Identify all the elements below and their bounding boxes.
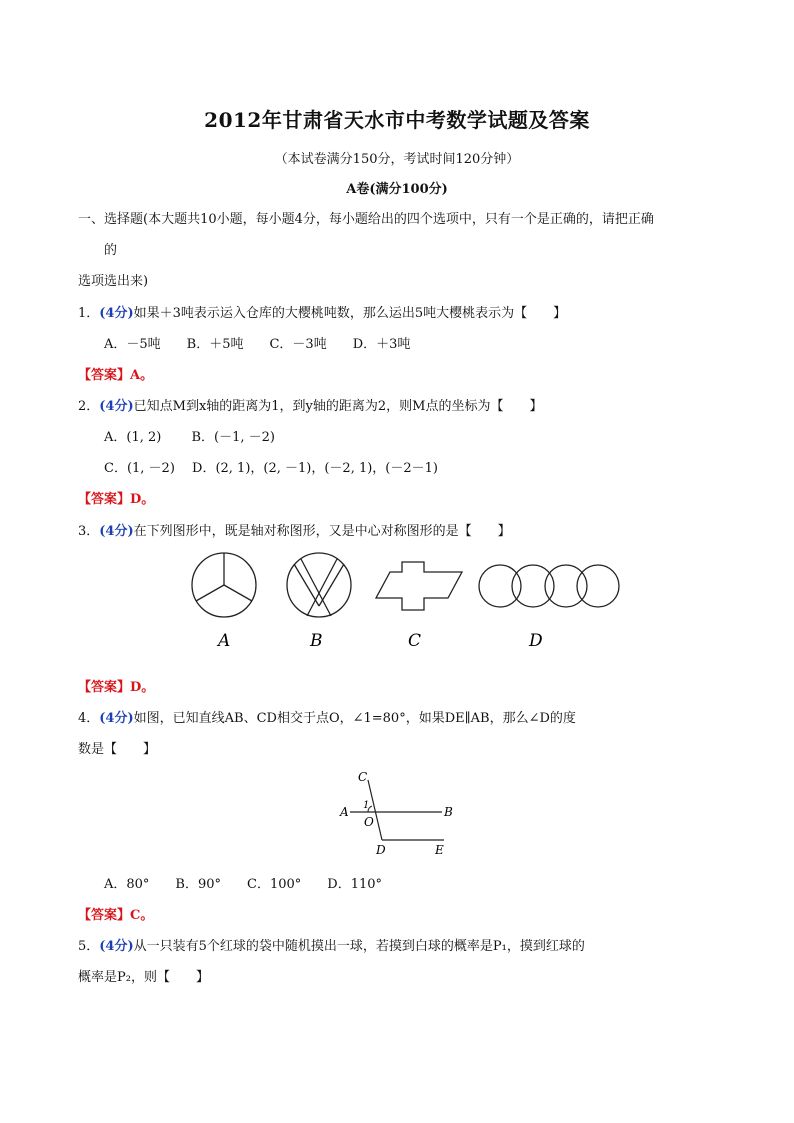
figure-label-b: B [310,631,323,651]
question-stem: 如图，已知直线AB、CD相交于点O，∠1=80°，如果DE∥AB，那么∠D的度 [133,711,576,726]
question-4-options: A．80° B．90° C．100° D．110° [104,877,383,892]
question-stem: 如果＋3吨表示运入仓库的大樱桃吨数，那么运出5吨大樱桃表示为【 】 [133,306,567,321]
answer-label: 【答案】 [78,680,131,695]
question-number: 4． [78,711,100,726]
point-label-a: A [340,805,349,819]
point-label-o: O [364,815,374,829]
question-4-stem-continued: 数是【 】 [78,742,157,757]
question-2 [78,395,542,414]
question-number: 2． [78,399,100,414]
instructions-line-3: 选项选出来) [78,274,149,289]
question-stem: 从一只装有5个红球的袋中随机摸出一球，若摸到白球的概率是P₁，摸到红球的 [133,939,585,954]
point-label-d: D [376,843,386,857]
figure-label-a: A [218,631,231,651]
answer-value: D。 [130,680,155,695]
question-3-figures [180,550,620,660]
answer-value: A。 [130,368,154,383]
point-label-e: E [435,843,444,857]
figure-label-c: C [408,631,422,651]
figure-d [479,565,619,651]
question-points: (4分) [99,306,134,321]
question-4-figure [330,768,470,863]
figure-b [287,553,351,651]
angle-label-1: 1 [363,800,370,811]
answer-value: D。 [130,492,155,507]
answer-value: C。 [130,908,154,923]
question-2-options-1: A．(1, 2) B．(－1, －2) [104,430,275,445]
figure-a [192,553,256,651]
line-cd [368,780,382,840]
question-points: (4分) [99,711,134,726]
answer-label: 【答案】 [78,908,131,923]
question-4 [78,707,576,726]
figure-label-d: D [529,631,543,651]
question-2-answer [78,488,154,507]
page-title: 2012年甘肃省天水市中考数学试题及答案 [204,108,590,132]
question-stem: 已知点M到x轴的距离为1，到y轴的距离为2，则M点的坐标为【 】 [133,399,543,414]
question-1 [78,302,566,321]
instructions-line-2: 的 [104,243,118,258]
question-points: (4分) [99,524,134,539]
instructions-line-1: 一、选择题(本大题共10小题，每小题4分，每小题给出的四个选项中，只有一个是正确的，请把正确 [78,212,654,227]
point-label-c: C [358,770,368,784]
question-number: 3． [78,524,100,539]
question-1-answer [78,364,153,383]
question-3 [78,520,511,539]
question-points: (4分) [99,399,134,414]
exam-info: （本试卷满分150分，考试时间120分钟） [274,152,520,167]
question-number: 1． [78,306,100,321]
question-1-options: A．－5吨 B．＋5吨 C．－3吨 D．＋3吨 [104,337,411,352]
question-points: (4分) [99,939,134,954]
question-4-answer [78,904,153,923]
section-heading: A卷(满分100分) [346,182,448,197]
question-number: 5． [78,939,100,954]
question-2-options-2: C．(1, －2) D．(2, 1)，(2, －1)，(－2, 1)，(－2－1) [104,461,438,476]
point-label-b: B [444,805,453,819]
question-3-answer [78,676,154,695]
figure-c [376,562,462,651]
answer-label: 【答案】 [78,368,131,383]
answer-label: 【答案】 [78,492,131,507]
question-5-stem-continued: 概率是P₂，则【 】 [78,970,209,985]
question-5 [78,935,585,954]
question-stem: 在下列图形中，既是轴对称图形，又是中心对称图形的是【 】 [133,524,511,539]
